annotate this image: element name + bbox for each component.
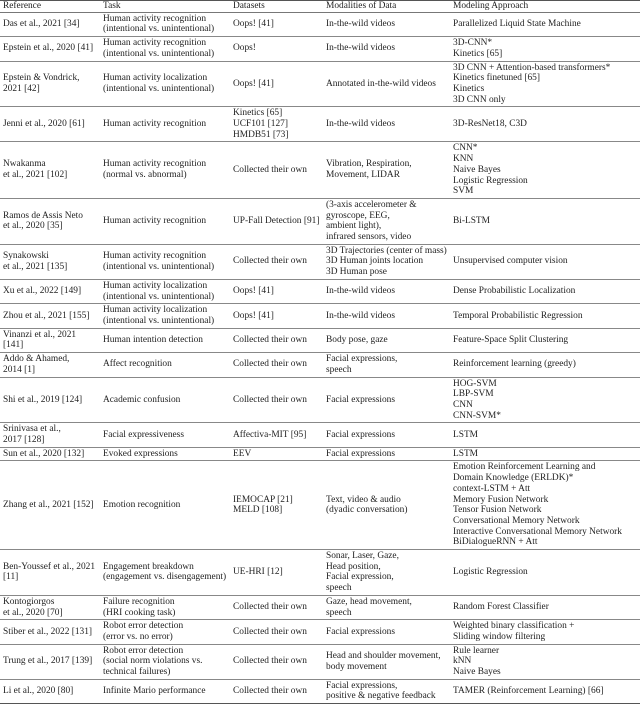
modalities-cell [323, 142, 450, 199]
reference-cell [0, 447, 100, 461]
datasets-cell [230, 550, 323, 596]
modalities-cell [323, 679, 450, 703]
table-row [0, 550, 640, 596]
cell-line: (intentional vs. unintentional) [103, 315, 215, 326]
cell-line: 3D CNN + Attention-based transformers* [453, 62, 611, 73]
datasets-cell [230, 107, 323, 142]
cell-line: Head and shoulder movement, [326, 651, 441, 662]
cell-line: (normal vs. abnormal) [103, 170, 187, 181]
approach-cell [450, 550, 640, 596]
header-modeling-approach: Modeling Approach [453, 1, 529, 11]
approach-cell [450, 620, 640, 644]
cell-line: et al., 2020 [70] [3, 607, 63, 618]
cell-line: et al., 2021 [102] [3, 170, 68, 181]
table-row [0, 644, 640, 679]
task-cell [100, 304, 230, 328]
approach-cell [450, 142, 640, 199]
reference-cell [0, 244, 100, 279]
header-reference: Reference [3, 1, 41, 11]
approach-cell [450, 353, 640, 377]
task-cell [100, 595, 230, 619]
datasets-cell [230, 37, 323, 61]
modalities-cell [323, 61, 450, 107]
cell-line: Addo & Ahamed, [3, 354, 70, 365]
cell-line: In-the-wild videos [326, 286, 395, 297]
cell-line: Tensor Fusion Network [453, 505, 542, 516]
modalities-cell [323, 447, 450, 461]
datasets-cell [230, 304, 323, 328]
cell-line: (intentional vs. unintentional) [103, 291, 215, 302]
cell-line: Trung et al., 2017 [139] [3, 656, 93, 667]
approach-cell [450, 107, 640, 142]
cell-line: Head position, [326, 561, 381, 572]
table-row [0, 12, 640, 36]
cell-line: Robot error detection [103, 621, 184, 632]
datasets-cell [230, 620, 323, 644]
cell-line: Human activity recognition [103, 119, 207, 130]
table-header [0, 1, 640, 13]
task-cell [100, 328, 230, 352]
reference-cell [0, 142, 100, 199]
approach-cell [450, 37, 640, 61]
task-cell [100, 12, 230, 36]
cell-line: LSTM [453, 448, 479, 459]
cell-line: MELD [108] [233, 505, 283, 516]
cell-line: Emotion recognition [103, 499, 181, 510]
approach-cell [450, 461, 640, 550]
cell-line: CNN* [453, 143, 478, 154]
cell-line: et al., 2021 [135] [3, 261, 68, 272]
cell-line: Stiber et al., 2022 [131] [3, 626, 93, 637]
table-row [0, 447, 640, 461]
approach-cell [450, 198, 640, 244]
datasets-cell [230, 244, 323, 279]
cell-line: Annotated in-the-wild videos [326, 78, 436, 89]
cell-line: Logistic Regression [453, 175, 528, 186]
cell-line: Human activity recognition [103, 13, 207, 24]
cell-line: (HRI cooking task) [103, 607, 176, 618]
cell-line: Failure recognition [103, 596, 175, 607]
cell-line: KNN [453, 154, 474, 165]
cell-line: Rule learner [453, 645, 500, 656]
cell-line: Xu et al., 2022 [149] [3, 286, 82, 297]
cell-line: Reinforcement learning (greedy) [453, 359, 576, 370]
task-cell [100, 107, 230, 142]
cell-line: Evoked expressions [103, 448, 178, 459]
approach-cell [450, 244, 640, 279]
cell-line: IEMOCAP [21] [233, 494, 293, 505]
cell-line: Human activity localization [103, 305, 208, 316]
cell-line: body movement [326, 661, 387, 672]
modalities-cell [323, 620, 450, 644]
cell-line: 2014 [1] [3, 364, 36, 375]
datasets-cell [230, 679, 323, 703]
table-row [0, 353, 640, 377]
cell-line: HOG-SVM [453, 378, 497, 389]
cell-line: Vibration, Respiration, [326, 159, 412, 170]
cell-line: Ben-Youssef et al., 2021 [3, 561, 96, 572]
cell-line: Human activity recognition [103, 38, 207, 49]
table-row [0, 679, 640, 703]
cell-line: Srinivasa et al., [3, 424, 61, 435]
cell-line: Interactive Conversational Memory Network [453, 526, 622, 537]
cell-line: CNN [453, 399, 473, 410]
datasets-cell [230, 12, 323, 36]
cell-line: Facial expressions [326, 448, 395, 459]
table-row [0, 377, 640, 423]
cell-line: LSTM [453, 429, 479, 440]
cell-line: Dense Probabilistic Localization [453, 286, 576, 297]
modalities-cell [323, 328, 450, 352]
cell-line: Infinite Mario performance [103, 686, 206, 697]
datasets-cell [230, 377, 323, 423]
cell-line: Collected their own [233, 359, 307, 370]
approach-cell [450, 304, 640, 328]
modalities-cell [323, 353, 450, 377]
cell-line: (dyadic conversation) [326, 505, 408, 516]
datasets-cell [230, 328, 323, 352]
cell-line: Human activity recognition [103, 251, 207, 262]
cell-line: technical failures) [103, 667, 171, 678]
cell-line: Human activity recognition [103, 159, 207, 170]
cell-line: Vinanzi et al., 2021 [3, 329, 77, 340]
cell-line: 2021 [42] [3, 83, 40, 94]
cell-line: Ramos de Assis Neto [3, 210, 83, 221]
table-row [0, 461, 640, 550]
reference-cell [0, 461, 100, 550]
table-row [0, 244, 640, 279]
cell-line: Epstein & Vondrick, [3, 73, 80, 84]
cell-line: context-LSTM + Att [453, 483, 531, 494]
reference-cell [0, 377, 100, 423]
approach-cell [450, 12, 640, 36]
cell-line: In-the-wild videos [326, 43, 395, 54]
cell-line: Shi et al., 2019 [124] [3, 394, 83, 405]
modalities-cell [323, 279, 450, 303]
approach-cell [450, 644, 640, 679]
reference-cell [0, 304, 100, 328]
table-row [0, 142, 640, 199]
cell-line: Human activity localization [103, 73, 208, 84]
cell-line: Temporal Probabilistic Regression [453, 310, 583, 321]
cell-line: Sliding window filtering [453, 631, 546, 642]
reference-cell [0, 12, 100, 36]
cell-line: Bi-LSTM [453, 216, 490, 226]
approach-cell [450, 279, 640, 303]
table-row [0, 620, 640, 644]
table-row [0, 423, 640, 447]
datasets-cell [230, 353, 323, 377]
cell-line: Robot error detection [103, 645, 184, 656]
cell-line: (intentional vs. unintentional) [103, 48, 215, 59]
cell-line: [11] [3, 572, 19, 583]
reference-cell [0, 61, 100, 107]
header-task: Task [103, 1, 121, 11]
cell-line: CNN-SVM* [453, 410, 501, 421]
cell-line: speech [326, 364, 352, 375]
cell-line: Kinetics [65] [233, 108, 283, 119]
approach-cell [450, 423, 640, 447]
cell-line: speech [326, 607, 352, 618]
cell-line: (error vs. no error) [103, 631, 173, 642]
reference-cell [0, 620, 100, 644]
cell-line: Oops! [41] [233, 19, 274, 30]
modalities-cell [323, 461, 450, 550]
cell-line: HMDB51 [73] [233, 129, 289, 140]
cell-line: Kinetics finetuned [65] [453, 73, 540, 84]
cell-line: Sun et al., 2020 [132] [3, 448, 85, 459]
table-row [0, 37, 640, 61]
cell-line: (intentional vs. unintentional) [103, 24, 215, 35]
table-row [0, 107, 640, 142]
task-cell [100, 620, 230, 644]
cell-line: Collected their own [233, 335, 307, 346]
cell-line: [141] [3, 340, 24, 351]
cell-line: Affect recognition [103, 359, 172, 370]
cell-line: Human activity recognition [103, 216, 207, 226]
cell-line: Sonar, Laser, Gaze, [326, 551, 399, 562]
cell-line: gyroscope, EEG, [326, 210, 390, 221]
approach-cell [450, 679, 640, 703]
table-row [0, 61, 640, 107]
cell-line: ambient light), [326, 221, 382, 232]
cell-line: Human intention detection [103, 335, 203, 346]
cell-line: Academic confusion [103, 394, 181, 405]
modalities-cell [323, 304, 450, 328]
cell-line: UP-Fall Detection [91] [233, 216, 320, 226]
task-cell [100, 353, 230, 377]
datasets-cell [230, 644, 323, 679]
cell-line: Synakowski [3, 251, 49, 262]
cell-line: LBP-SVM [453, 389, 494, 400]
cell-line: Engagement breakdown [103, 561, 194, 572]
cell-line: In-the-wild videos [326, 119, 395, 130]
cell-line: Affectiva-MIT [95] [233, 429, 307, 440]
cell-line: Facial expressiveness [103, 429, 184, 440]
datasets-cell [230, 279, 323, 303]
cell-line: Das et al., 2021 [34] [3, 19, 80, 30]
cell-line: Conversational Memory Network [453, 515, 580, 526]
table-row [0, 279, 640, 303]
approach-cell [450, 447, 640, 461]
modalities-cell [323, 595, 450, 619]
cell-line: kNN [453, 656, 472, 667]
cell-line: Facial expressions, [326, 680, 398, 691]
table-row [0, 328, 640, 352]
cell-line: BiDialogueRNN + Att [453, 537, 538, 548]
cell-line: et al., 2020 [35] [3, 221, 63, 232]
datasets-cell [230, 198, 323, 244]
task-cell [100, 423, 230, 447]
cell-line: 3D-CNN* [453, 38, 493, 49]
task-cell [100, 679, 230, 703]
cell-line: 3D Human joints location [326, 256, 424, 267]
cell-line: In-the-wild videos [326, 310, 395, 321]
cell-line: Collected their own [233, 256, 307, 267]
task-cell [100, 244, 230, 279]
task-cell [100, 142, 230, 199]
cell-line: Human activity localization [103, 280, 208, 291]
modalities-cell [323, 37, 450, 61]
cell-line: Oops! [41] [233, 78, 274, 89]
task-cell [100, 461, 230, 550]
task-cell [100, 377, 230, 423]
cell-line: Feature-Space Split Clustering [453, 335, 569, 346]
cell-line: Emotion Reinforcement Learning and [453, 462, 596, 473]
cell-line: In-the-wild videos [326, 19, 395, 30]
cell-line: SVM [453, 186, 474, 197]
reference-cell [0, 644, 100, 679]
cell-line: Naive Bayes [453, 164, 501, 175]
cell-line: Facial expressions [326, 394, 395, 405]
task-cell [100, 198, 230, 244]
cell-line: EEV [233, 448, 252, 459]
reference-cell [0, 353, 100, 377]
cell-line: (intentional vs. unintentional) [103, 261, 215, 272]
modalities-cell [323, 377, 450, 423]
task-cell [100, 447, 230, 461]
reference-cell [0, 679, 100, 703]
reference-cell [0, 328, 100, 352]
cell-line: Zhang et al., 2021 [152] [3, 499, 94, 510]
task-cell [100, 550, 230, 596]
cell-line: Collected their own [233, 394, 307, 405]
modalities-cell [323, 244, 450, 279]
table-body [0, 12, 640, 703]
cell-line: Text, video & audio [326, 494, 401, 505]
datasets-cell [230, 142, 323, 199]
reference-cell [0, 423, 100, 447]
cell-line: 3D Human pose [326, 267, 387, 278]
reference-cell [0, 595, 100, 619]
approach-cell [450, 377, 640, 423]
cell-line: Kontogiorgos [3, 596, 55, 607]
task-cell [100, 37, 230, 61]
cell-line: (intentional vs. unintentional) [103, 83, 215, 94]
modalities-cell [323, 423, 450, 447]
cell-line: positive & negative feedback [326, 691, 436, 702]
cell-line: infrared sensors, video [326, 232, 412, 243]
cell-line: (social norm violations vs. [103, 656, 203, 667]
cell-line: Oops! [41] [233, 310, 274, 321]
cell-line: Collected their own [233, 602, 307, 613]
datasets-cell [230, 461, 323, 550]
cell-line: Facial expressions [326, 626, 395, 637]
header-modalities: Modalities of Data [326, 1, 397, 11]
cell-line: Parallelized Liquid State Machine [453, 19, 581, 30]
reference-cell [0, 107, 100, 142]
table-row [0, 595, 640, 619]
cell-line: 3D CNN only [453, 94, 506, 105]
cell-line: Movement, LIDAR [326, 170, 400, 181]
cell-line: Collected their own [233, 686, 307, 697]
cell-line: Weighted binary classification + [453, 621, 575, 632]
cell-line: UCF101 [127] [233, 119, 288, 130]
cell-line: Jenni et al., 2020 [61] [3, 119, 85, 130]
header-datasets: Datasets [233, 1, 265, 11]
cell-line: Epstein et al., 2020 [41] [3, 43, 94, 54]
cell-line: (3-axis accelerometer & [326, 199, 417, 210]
reference-cell [0, 198, 100, 244]
table-row [0, 304, 640, 328]
approach-cell [450, 328, 640, 352]
cell-line: 3D Trajectories (center of mass) [326, 245, 447, 256]
datasets-cell [230, 423, 323, 447]
cell-line: Collected their own [233, 164, 307, 175]
datasets-cell [230, 447, 323, 461]
reference-cell [0, 550, 100, 596]
header-row [0, 1, 640, 13]
cell-line: Oops! [233, 43, 256, 54]
cell-line: Domain Knowledge (ERLDK)* [453, 473, 574, 484]
cell-line: Naive Bayes [453, 667, 501, 678]
cell-line: Collected their own [233, 656, 307, 667]
cell-line: Zhou et al., 2021 [155] [3, 310, 90, 321]
modalities-cell [323, 644, 450, 679]
cell-line: TAMER (Reinforcement Learning) [66] [453, 686, 604, 697]
cell-line: 2017 [128] [3, 435, 45, 446]
approach-cell [450, 61, 640, 107]
modalities-cell [323, 107, 450, 142]
cell-line: Li et al., 2020 [80] [3, 686, 74, 697]
modalities-cell [323, 198, 450, 244]
task-cell [100, 644, 230, 679]
cell-line: Gaze, head movement, [326, 596, 412, 607]
cell-line: Memory Fusion Network [453, 494, 549, 505]
reference-cell [0, 37, 100, 61]
task-cell [100, 279, 230, 303]
cell-line: Facial expressions, [326, 354, 398, 365]
cell-line: Facial expression, [326, 572, 394, 583]
reference-cell [0, 279, 100, 303]
cell-line: Body pose, gaze [326, 335, 388, 346]
modalities-cell [323, 550, 450, 596]
cell-line: Kinetics [453, 83, 485, 94]
cell-line: UE-HRI [12] [233, 567, 283, 578]
cell-line: Unsupervised computer vision [453, 256, 568, 267]
datasets-cell [230, 61, 323, 107]
cell-line: 3D-ResNet18, C3D [453, 119, 527, 130]
cell-line: Logistic Regression [453, 567, 528, 578]
cell-line: (engagement vs. disengagement) [103, 572, 227, 583]
table-row [0, 198, 640, 244]
cell-line: Kinetics [65] [453, 48, 503, 59]
task-cell [100, 61, 230, 107]
modalities-cell [323, 12, 450, 36]
cell-line: Collected their own [233, 626, 307, 637]
cell-line: speech [326, 583, 352, 594]
cell-line: Random Forest Classifier [453, 602, 549, 613]
cell-line: Oops! [41] [233, 286, 274, 297]
approach-cell [450, 595, 640, 619]
cell-line: Nwakanma [3, 159, 46, 170]
cell-line: Facial expressions [326, 429, 395, 440]
datasets-cell [230, 595, 323, 619]
